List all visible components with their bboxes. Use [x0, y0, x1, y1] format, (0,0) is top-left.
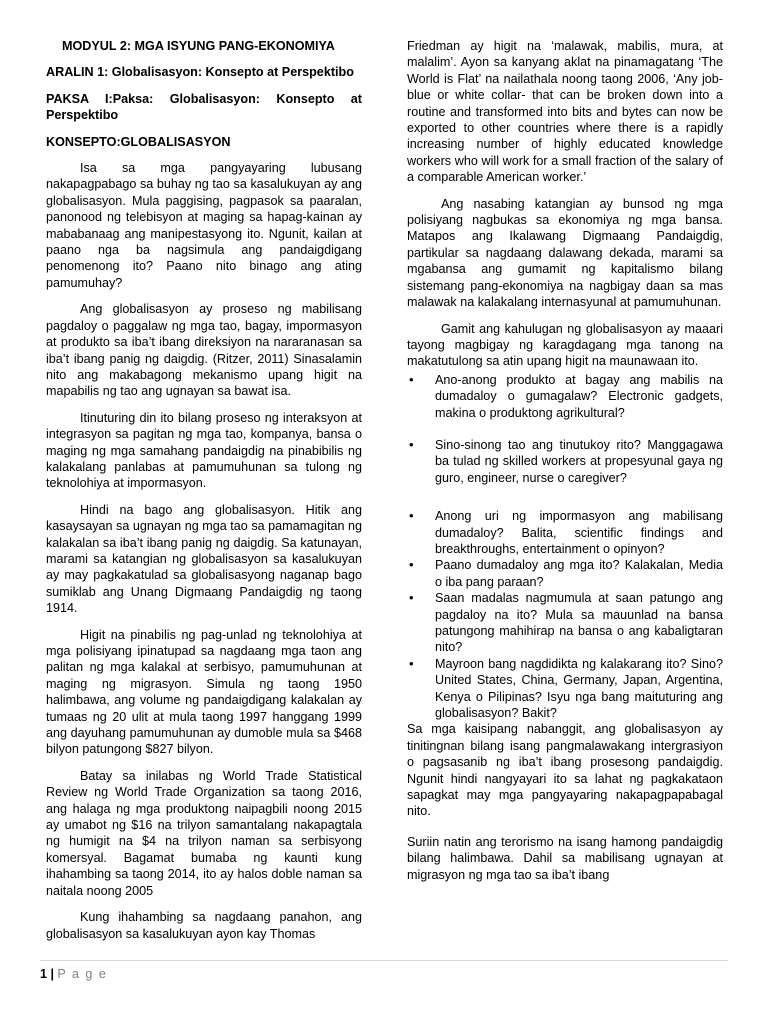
list-item: • Mayroon bang nagdidikta ng kalakarang ito? Sino? United States, China, Germany, Japan, Argentina, Kenya o Pilipinas? Isyu nga bang maituturing ang globalisasyon? Bakit? — [435, 656, 723, 722]
left-column — [46, 38, 362, 952]
module-title: MODYUL 2: MGA ISYUNG PANG-EKONOMIYA — [62, 39, 335, 53]
paragraph: Sa mga kaisipang nabanggit, ang globalisasyon ay tinitingnan bilang isang pangmalawakang intergrasiyon o pagsasanib ng iba’t ibang prosesong pandaigdig. Ngunit hindi nangyayari ito sa lahat ng pagkakataon sapagkat may mga pangyayaring nakapagpapabagal nito. — [407, 722, 723, 819]
list-item: • Anong uri ng impormasyon ang mabilisang dumadaloy? Balita, scientific findings and breakthroughs, entertainment o opinyon? — [435, 508, 723, 557]
paragraph: Friedman ay higit na ‘malawak, mabilis, mura, at malalim’. Ayon sa kanyang aklat na pinamagatang ‘The World is Flat’ na nailathala noong taong 2006, ‘Any job- blue or white collar- that can be broken down into a routine and transformed into bits and bytes can now be exported to other countries where there is a rapidly increasing number of highly educated knowledge workers who will work for a small fraction of the salary of a comparable American worker.’ — [407, 39, 723, 185]
paragraph: Itinuturing din ito bilang proseso ng interaksyon at integrasyon sa pagitan ng mga tao, kompanya, bansa o maging ng mga samahang pandaigdig na pinabibilis ng kalakalang panlabas at pamumuhunan sa tulong ng teknolohiya at impormasyon. — [46, 410, 362, 491]
page-footer — [40, 960, 728, 981]
list-item: • Ano-anong produkto at bagay ang mabilis na dumadaloy o gumagalaw? Electronic gadgets, makina o produktong agrikultural? — [435, 372, 723, 421]
paragraph: Kung ihahambing sa nagdaang panahon, ang globalisasyon sa kasalukuyan ayon kay Thomas — [46, 910, 362, 941]
question-list — [407, 372, 723, 722]
paragraph: Batay sa inilabas ng World Trade Statistical Review ng World Trade Organization sa taong 2016, ang halaga ng mga produktong naipagbili noong 2015 ay umabot ng $16 na trilyon samantalang nakapagtala ng humigit na $4 na trilyon naman sa serbisyong komersyal. Bagamat bumaba ng kaunti kung ihahambing sa taong 2014, ito ay halos doble naman sa naitala noong 2005 — [46, 768, 362, 898]
paragraph: Ang globalisasyon ay proseso ng mabilisang pagdaloy o paggalaw ng mga tao, bagay, impormasyon at produkto sa iba’t ibang direksiyon na nararanasan sa iba’t ibang panig ng daigdig. (Ritzer, 2011) Sinasalamin nito ang makabagong mekanismo upang higit na mapabilis ng tao ang ugnayan sa bawat isa. — [46, 302, 362, 399]
list-item: • Saan madalas nagmumula at saan patungo ang pagdaloy na ito? Mula sa mauunlad na bansa patungong mahihirap na bansa o ang kabaligtaran nito? — [435, 590, 723, 656]
concept-heading: KONSEPTO:GLOBALISASYON — [46, 134, 231, 149]
paragraph: Ang nasabing katangian ay bunsod ng mga polisiyang nagbukas sa ekonomiya ng mga bansa. Matapos ang Ikalawang Digmaang Pandaigdig, partikular sa nagdaang dalawang dekada, marami sa mgabansa ang gumamit ng kapitalismo bilang sistemang pang-ekonomiya na nagbigay daan sa mas malawak na kalakalang internasyunal at pamumuhunan. — [407, 196, 723, 310]
list-item: • Sino-sinong tao ang tinutukoy rito? Manggagawa ba tulad ng skilled workers at propesyunal gaya ng guro, engineer, nurse o caregiver? — [435, 437, 723, 486]
paragraph: Hindi na bago ang globalisasyon. Hitik ang kasaysayan sa ugnayan ng mga tao sa pamamagitan ng kalakalan sa iba’t ibang panig ng daigdig. Sa katunayan, marami sa katangian ng globalisasyon sa kasalukuyan ay may pagkakatulad sa globalisasyong naganap bago sumiklab ang Unang Digmaang Pandaigdig ng taong 1914. — [46, 502, 362, 616]
list-item: • Paano dumadaloy ang mga ito? Kalakalan, Media o iba pang paraan? — [435, 557, 723, 590]
paragraph: Higit na pinabilis ng pag-unlad ng teknolohiya at mga polisiyang ipinatupad sa nagdaang mga taon ang palitan ng mga kalakal at serbisyo, pamumuhunan at maging ng migrasyon. Simula ng taong 1950 halimbawa, ang volume ng pandaigdigang kalakalan ay tumaas ng 20 ulit at mula taong 1997 hanggang 1999 ang dayuhang pamumuhunan ay dumoble mula sa $468 bilyon patungong $827 bilyon. — [46, 627, 362, 757]
footer-separator: | — [50, 967, 54, 981]
paragraph: Gamit ang kahulugan ng globalisasyon ay maaari tayong magbigay ng karagdagang mga tanong na makatutulong sa atin upang higit na maunawaan ito. — [407, 321, 723, 369]
paragraph: Suriin natin ang terorismo na isang hamong pandaigdig bilang halimbawa. Dahil sa mabilisang ugnayan at migrasyon ng mga tao sa iba’t ibang — [407, 834, 723, 882]
topic-title: PAKSA I:Paksa: Globalisasyon: Konsepto at Perspektibo — [46, 91, 362, 123]
page-label: P a g e — [57, 967, 108, 981]
lesson-title: ARALIN 1: Globalisasyon: Konsepto at Perspektibo — [46, 65, 354, 80]
right-column — [407, 38, 723, 893]
page-number: 1 — [40, 967, 47, 981]
paragraph: Isa sa mga pangyayaring lubusang nakapagpabago sa buhay ng tao sa kasalukuyan ay ang globalisasyon. Mula paggising, pagpasok sa paaralan, panonood ng telebisyon at maging sa hapag-kainan ay mababanaag ang manipestasyong ito. Ngunit, kailan at paano nga ba nagsimula ang pandaigdigang penomenong ito? Paano nito binago ang ating pamumuhay? — [46, 161, 362, 290]
